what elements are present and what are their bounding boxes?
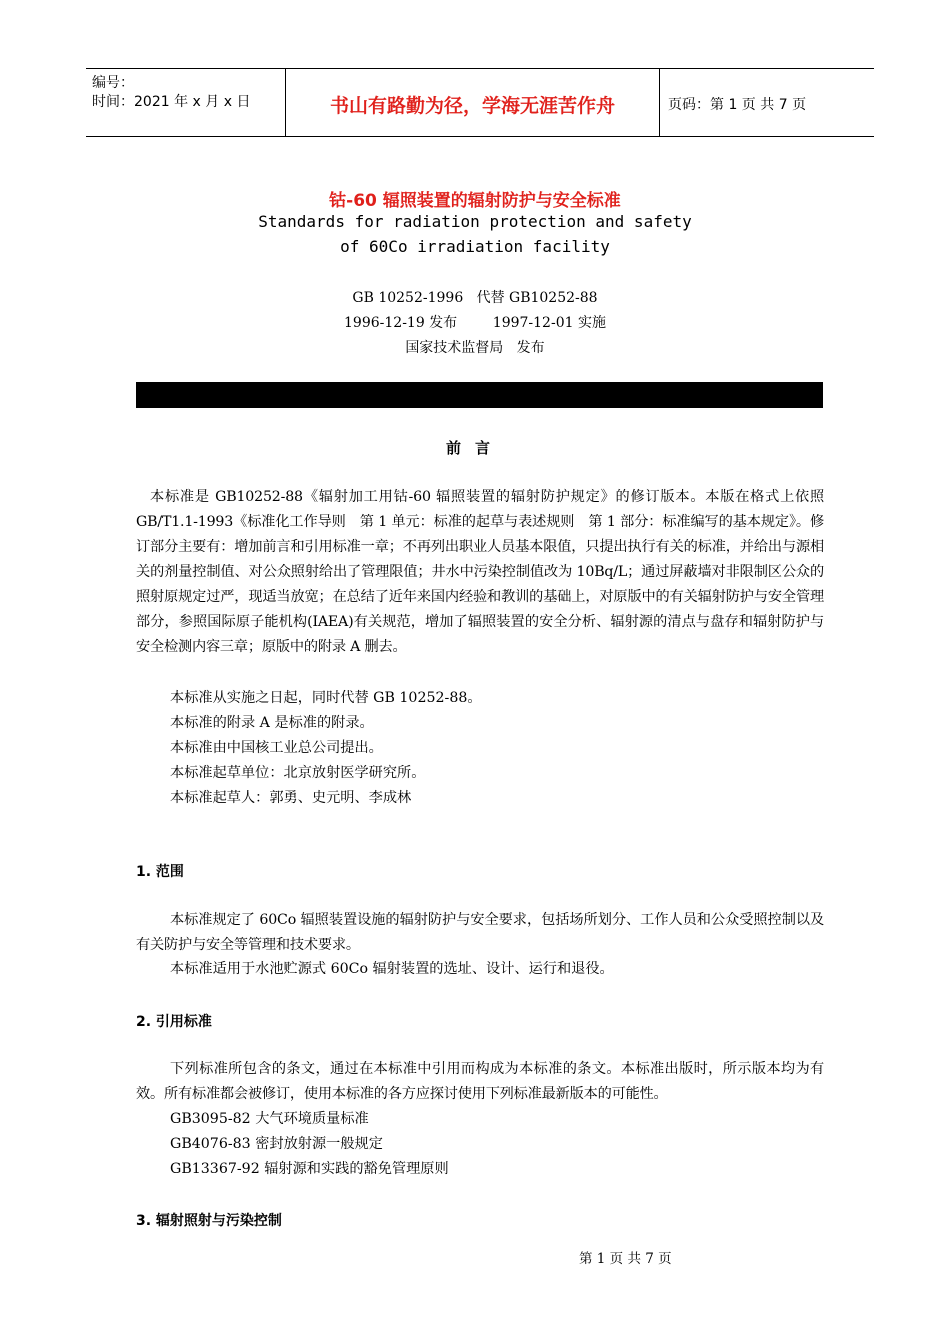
reference-item: GB3095-82 大气环境质量标准 [170,1111,369,1127]
foreword-line: 本标准的附录 A 是标准的附录。 [170,715,374,731]
divider-bar [136,382,823,408]
header-page-cell [660,69,874,136]
time-label: 时间：2021 年 x 月 x 日 [92,94,251,110]
header-table [86,68,874,137]
reference-item: GB4076-83 密封放射源一般规定 [170,1136,383,1152]
foreword-heading: 前言 [445,439,504,457]
motto: 书山有路勤为径，学海无涯苦作舟 [329,95,615,117]
foreword-line: 本标准起草人：郭勇、史元明、李成林 [170,790,412,806]
page-label: 页码：第 1 页 共 7 页 [668,97,807,113]
title-chinese: 钴-60 辐照装置的辐射防护与安全标准 [329,191,621,211]
section-1-paragraph: 本标准规定了 60Co 辐照装置设施的辐射防护与安全要求，包括场所划分、工作人员和公众受照控制以及有关防护与安全等管理和技术要求。 [136,912,824,953]
foreword-line: 本标准起草单位：北京放射医学研究所。 [170,765,426,781]
title-english-line1: Standards for radiation protection and safety [258,212,692,231]
page-footer: 第 1 页 共 7 页 [579,1251,672,1267]
reference-item: GB13367-92 辐射源和实践的豁免管理原则 [170,1161,449,1177]
header-motto-cell [285,69,660,136]
foreword-line: 本标准从实施之日起，同时代替 GB 10252-88。 [170,690,482,706]
section-1-heading: 1. 范围 [136,864,184,880]
section-1-paragraph: 本标准适用于水池贮源式 60Co 辐射装置的选址、设计、运行和退役。 [170,961,614,977]
section-3-heading: 3. 辐射照射与污染控制 [136,1213,282,1229]
section-2-heading: 2. 引用标准 [136,1014,212,1030]
title-english-line2: of 60Co irradiation facility [340,237,610,256]
number-label: 编号： [92,75,134,91]
issue-dates: 1996-12-19 发布 1997-12-01 实施 [344,315,606,331]
header-left-cell [86,69,285,136]
foreword-paragraph: 本标准是 GB10252-88《辐射加工用钴-60 辐照装置的辐射防护规定》的修订版本。本版在格式上依照 GB/T1.1-1993《标准化工作导则 第 1 单元：标准的起草与表述规则 第 1 部分：标准编写的基本规定》。修订部分主要有：增加前言和引用标准一章；不再列出职业人员基本限值，只提出执行有关的标准，并给出与源相关的剂量控制值、对公众照射给出了管理限值；井水中污染控制值改为 10Bq/L；通过屏蔽墙对非限制区公众的照射原规定过严，现适当放宽；在总结了近年来国内经验和教训的基础上，对原版中的有关辐射防护与安全管理部分，参照国际原子能机构(IAEA)有关规范，增加了辐照装置的安全分析、辐射源的清点与盘存和辐射防护与安全检测内容三章；原版中的附录 A 删去。 [136,489,824,655]
publisher: 国家技术监督局 发布 [405,340,545,356]
standard-number: GB 10252-1996 代替 GB10252-88 [352,290,598,306]
foreword-line: 本标准由中国核工业总公司提出。 [170,740,383,756]
section-2-paragraph: 下列标准所包含的条文，通过在本标准中引用而构成为本标准的条文。本标准出版时，所示版本均为有效。所有标准都会被修订，使用本标准的各方应探讨使用下列标准最新版本的可能性。 [136,1061,824,1102]
